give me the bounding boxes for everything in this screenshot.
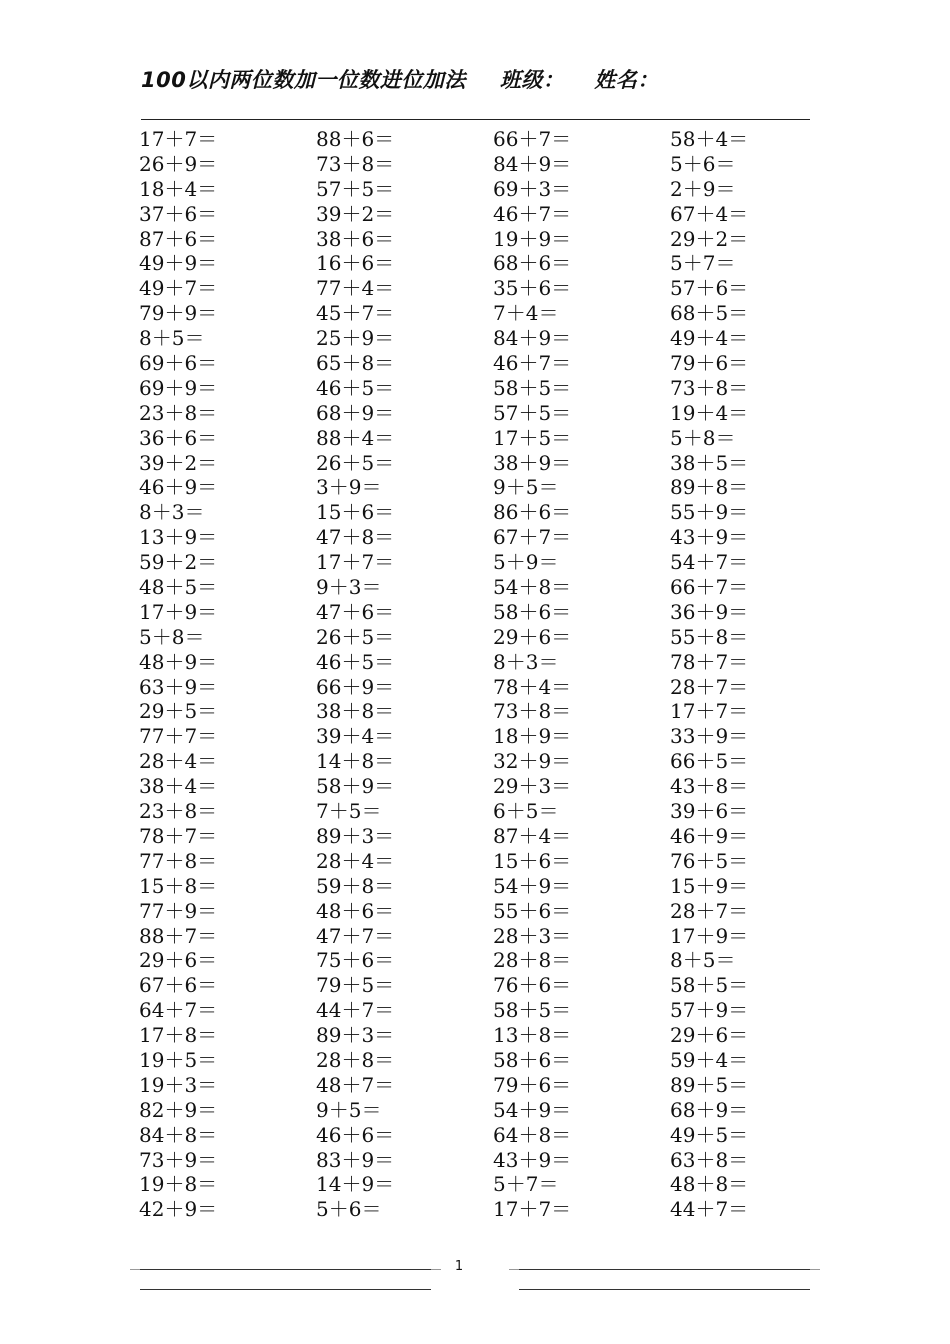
problem-item: 3＋9＝: [316, 475, 382, 500]
problem-item: 89＋5＝: [670, 1072, 749, 1097]
problem-item: 77＋4＝: [316, 276, 395, 301]
problem-item: 63＋8＝: [670, 1147, 749, 1172]
footer-rule-right-upper: [519, 1269, 810, 1270]
problem-item: 38＋5＝: [670, 450, 749, 475]
problem-item: 48＋9＝: [139, 649, 218, 674]
problem-item: 45＋7＝: [316, 301, 395, 326]
problem-item: 13＋8＝: [493, 1023, 572, 1048]
problem-item: 64＋8＝: [493, 1122, 572, 1147]
problem-item: 8＋3＝: [139, 500, 205, 525]
problem-item: 89＋3＝: [316, 823, 395, 848]
problem-item: 84＋8＝: [139, 1122, 218, 1147]
problem-item: 79＋9＝: [139, 301, 218, 326]
problem-item: 84＋9＝: [493, 326, 572, 351]
problem-item: 19＋5＝: [139, 1047, 218, 1072]
problem-item: 29＋6＝: [139, 948, 218, 973]
problem-item: 86＋6＝: [493, 500, 572, 525]
problem-item: 87＋4＝: [493, 823, 572, 848]
problem-item: 76＋5＝: [670, 848, 749, 873]
problem-item: 46＋9＝: [670, 823, 749, 848]
problem-item: 88＋7＝: [139, 923, 218, 948]
problem-item: 83＋9＝: [316, 1147, 395, 1172]
problem-item: 32＋9＝: [493, 749, 572, 774]
problem-item: 28＋7＝: [670, 674, 749, 699]
problem-item: 29＋3＝: [493, 774, 572, 799]
problem-item: 48＋8＝: [670, 1172, 749, 1197]
problem-item: 36＋9＝: [670, 599, 749, 624]
problem-item: 68＋6＝: [493, 251, 572, 276]
problem-item: 58＋6＝: [493, 1047, 572, 1072]
problem-item: 2＋9＝: [670, 176, 736, 201]
problem-item: 63＋9＝: [139, 674, 218, 699]
problem-item: 19＋3＝: [139, 1072, 218, 1097]
problem-item: 73＋8＝: [670, 375, 749, 400]
problem-item: 57＋6＝: [670, 276, 749, 301]
problem-item: 39＋4＝: [316, 724, 395, 749]
problem-item: 66＋7＝: [493, 127, 572, 151]
problem-item: 5＋7＝: [493, 1172, 559, 1197]
problem-item: 28＋7＝: [670, 898, 749, 923]
problem-item: 19＋9＝: [493, 226, 572, 251]
problem-item: 79＋5＝: [316, 973, 395, 998]
problem-item: 6＋5＝: [493, 799, 559, 824]
problem-item: 48＋7＝: [316, 1072, 395, 1097]
problem-item: 66＋5＝: [670, 749, 749, 774]
problem-item: 49＋9＝: [139, 251, 218, 276]
problem-item: 69＋9＝: [139, 375, 218, 400]
problem-item: 48＋5＝: [139, 575, 218, 600]
problem-item: 54＋7＝: [670, 550, 749, 575]
problem-item: 46＋7＝: [493, 201, 572, 226]
problem-item: 15＋6＝: [493, 848, 572, 873]
problem-item: 8＋3＝: [493, 649, 559, 674]
problem-item: 66＋9＝: [316, 674, 395, 699]
problem-item: 67＋7＝: [493, 525, 572, 550]
problem-item: 16＋6＝: [316, 251, 395, 276]
footer-rule-right-lower: [519, 1289, 810, 1290]
problem-item: 46＋7＝: [493, 351, 572, 376]
page-footer: [0, 1255, 950, 1305]
problem-item: 43＋9＝: [670, 525, 749, 550]
problem-item: 87＋6＝: [139, 226, 218, 251]
problem-item: 29＋5＝: [139, 699, 218, 724]
problem-item: 73＋8＝: [316, 151, 395, 176]
problem-item: 54＋9＝: [493, 1097, 572, 1122]
problem-item: 58＋5＝: [493, 998, 572, 1023]
problem-item: 14＋8＝: [316, 749, 395, 774]
problem-item: 46＋6＝: [316, 1122, 395, 1147]
problem-item: 58＋6＝: [493, 599, 572, 624]
problem-item: 38＋9＝: [493, 450, 572, 475]
problem-item: 8＋5＝: [670, 948, 736, 973]
header-divider: [141, 119, 810, 120]
problem-item: 17＋7＝: [316, 550, 395, 575]
problem-item: 15＋9＝: [670, 873, 749, 898]
problem-item: 49＋4＝: [670, 326, 749, 351]
problem-item: 17＋5＝: [493, 425, 572, 450]
problem-item: 17＋7＝: [139, 127, 218, 151]
problem-item: 73＋9＝: [139, 1147, 218, 1172]
problem-item: 17＋7＝: [670, 699, 749, 724]
problem-item: 77＋7＝: [139, 724, 218, 749]
problem-item: 5＋6＝: [316, 1197, 382, 1222]
problem-item: 57＋5＝: [493, 400, 572, 425]
problem-item: 54＋9＝: [493, 873, 572, 898]
problem-item: 42＋9＝: [139, 1197, 218, 1222]
problem-item: 89＋3＝: [316, 1023, 395, 1048]
problem-item: 46＋9＝: [139, 475, 218, 500]
problem-item: 38＋8＝: [316, 699, 395, 724]
footer-rule-right-start: [509, 1269, 519, 1270]
problem-item: 58＋5＝: [493, 375, 572, 400]
footer-rule-left-end: [431, 1269, 441, 1270]
problem-item: 48＋6＝: [316, 898, 395, 923]
problem-item: 44＋7＝: [316, 998, 395, 1023]
problem-item: 73＋8＝: [493, 699, 572, 724]
problem-item: 5＋8＝: [139, 624, 205, 649]
problem-item: 29＋6＝: [493, 624, 572, 649]
problem-item: 17＋8＝: [139, 1023, 218, 1048]
problem-item: 33＋9＝: [670, 724, 749, 749]
problem-item: 88＋6＝: [316, 127, 395, 151]
problem-item: 59＋4＝: [670, 1047, 749, 1072]
problem-item: 38＋4＝: [139, 774, 218, 799]
problem-item: 79＋6＝: [670, 351, 749, 376]
problem-item: 59＋8＝: [316, 873, 395, 898]
problem-item: 25＋9＝: [316, 326, 395, 351]
problem-item: 28＋8＝: [493, 948, 572, 973]
problem-item: 84＋9＝: [493, 151, 572, 176]
problem-item: 5＋8＝: [670, 425, 736, 450]
problem-item: 58＋4＝: [670, 127, 749, 151]
problem-item: 19＋4＝: [670, 400, 749, 425]
problem-item: 28＋3＝: [493, 923, 572, 948]
problem-item: 37＋6＝: [139, 201, 218, 226]
problem-item: 9＋3＝: [316, 575, 382, 600]
problem-item: 43＋9＝: [493, 1147, 572, 1172]
problem-item: 49＋5＝: [670, 1122, 749, 1147]
problem-item: 58＋9＝: [316, 774, 395, 799]
problem-item: 17＋9＝: [670, 923, 749, 948]
problem-item: 26＋5＝: [316, 624, 395, 649]
problem-item: 23＋8＝: [139, 400, 218, 425]
problem-item: 18＋9＝: [493, 724, 572, 749]
problem-item: 9＋5＝: [493, 475, 559, 500]
problem-item: 26＋5＝: [316, 450, 395, 475]
problem-item: 39＋2＝: [139, 450, 218, 475]
problem-item: 39＋6＝: [670, 799, 749, 824]
problem-item: 28＋4＝: [316, 848, 395, 873]
problem-item: 59＋2＝: [139, 550, 218, 575]
problem-item: 19＋8＝: [139, 1172, 218, 1197]
problem-item: 69＋6＝: [139, 351, 218, 376]
class-label: 班级：: [499, 68, 565, 92]
footer-rule-left-tick: [130, 1269, 140, 1270]
problem-item: 5＋7＝: [670, 251, 736, 276]
problem-item: 7＋5＝: [316, 799, 382, 824]
problem-item: 67＋6＝: [139, 973, 218, 998]
problem-item: 43＋8＝: [670, 774, 749, 799]
problem-item: 67＋4＝: [670, 201, 749, 226]
problem-item: 66＋7＝: [670, 575, 749, 600]
problem-grid: [139, 127, 819, 1222]
problem-item: 57＋9＝: [670, 998, 749, 1023]
problem-item: 68＋5＝: [670, 301, 749, 326]
problem-item: 7＋4＝: [493, 301, 559, 326]
problem-item: 23＋8＝: [139, 799, 218, 824]
footer-rule-left-lower: [140, 1289, 431, 1290]
problem-item: 15＋8＝: [139, 873, 218, 898]
problem-item: 65＋8＝: [316, 351, 395, 376]
problem-item: 13＋9＝: [139, 525, 218, 550]
problem-item: 5＋6＝: [670, 151, 736, 176]
problem-item: 89＋8＝: [670, 475, 749, 500]
footer-rule-left-upper: [140, 1269, 431, 1270]
problem-item: 15＋6＝: [316, 500, 395, 525]
problem-item: 54＋8＝: [493, 575, 572, 600]
problem-item: 26＋9＝: [139, 151, 218, 176]
problem-item: 44＋7＝: [670, 1197, 749, 1222]
problem-item: 38＋6＝: [316, 226, 395, 251]
name-label: 姓名：: [594, 68, 659, 92]
problem-item: 28＋8＝: [316, 1047, 395, 1072]
problem-item: 64＋7＝: [139, 998, 218, 1023]
problem-item: 36＋6＝: [139, 425, 218, 450]
problem-item: 69＋3＝: [493, 176, 572, 201]
problem-item: 68＋9＝: [316, 400, 395, 425]
problem-item: 57＋5＝: [316, 176, 395, 201]
problem-item: 8＋5＝: [139, 326, 205, 351]
problem-item: 17＋9＝: [139, 599, 218, 624]
problem-item: 78＋4＝: [493, 674, 572, 699]
problem-item: 46＋5＝: [316, 649, 395, 674]
problem-item: 78＋7＝: [670, 649, 749, 674]
problem-item: 28＋4＝: [139, 749, 218, 774]
problem-item: 39＋2＝: [316, 201, 395, 226]
problem-item: 76＋6＝: [493, 973, 572, 998]
problem-item: 35＋6＝: [493, 276, 572, 301]
worksheet-header: [141, 64, 659, 94]
problem-item: 77＋9＝: [139, 898, 218, 923]
problem-item: 82＋9＝: [139, 1097, 218, 1122]
problem-item: 68＋9＝: [670, 1097, 749, 1122]
page-number: 1: [454, 1259, 464, 1274]
problem-item: 47＋6＝: [316, 599, 395, 624]
problem-item: 78＋7＝: [139, 823, 218, 848]
problem-item: 9＋5＝: [316, 1097, 382, 1122]
problem-item: 47＋8＝: [316, 525, 395, 550]
problem-item: 29＋2＝: [670, 226, 749, 251]
problem-item: 55＋9＝: [670, 500, 749, 525]
problem-item: 17＋7＝: [493, 1197, 572, 1222]
problem-item: 46＋5＝: [316, 375, 395, 400]
problem-item: 55＋8＝: [670, 624, 749, 649]
problem-item: 58＋5＝: [670, 973, 749, 998]
problem-item: 88＋4＝: [316, 425, 395, 450]
problem-item: 77＋8＝: [139, 848, 218, 873]
problem-item: 55＋6＝: [493, 898, 572, 923]
problem-item: 29＋6＝: [670, 1023, 749, 1048]
problem-item: 75＋6＝: [316, 948, 395, 973]
problem-item: 14＋9＝: [316, 1172, 395, 1197]
page-title: 100以内两位数加一位数进位加法: [141, 68, 466, 92]
problem-item: 18＋4＝: [139, 176, 218, 201]
problem-item: 5＋9＝: [493, 550, 559, 575]
problem-item: 47＋7＝: [316, 923, 395, 948]
problem-item: 49＋7＝: [139, 276, 218, 301]
problem-item: 79＋6＝: [493, 1072, 572, 1097]
footer-rule-right-tick: [810, 1269, 820, 1270]
